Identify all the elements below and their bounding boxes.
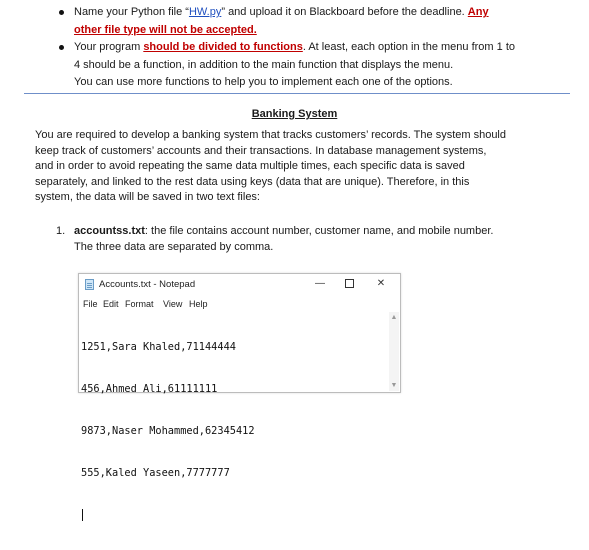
warning-text: other file type will not be accepted. [74, 23, 257, 36]
text-run: . At least, each option in the menu from 1 to [302, 41, 515, 53]
text-line: 555,Kaled Yaseen,7777777 [81, 467, 230, 479]
menu-edit[interactable]: Edit [103, 299, 119, 309]
scroll-down-icon[interactable]: ▼ [390, 382, 398, 389]
bullet-filename [56, 4, 556, 39]
bullet-dot-icon [59, 45, 64, 50]
paragraph-line: and in order to avoid repeating the same data multiple times, each specific data is saved [35, 160, 465, 172]
item-line [56, 223, 546, 239]
menu-file[interactable]: File [83, 299, 98, 309]
file-name: accountss.txt [74, 225, 145, 237]
numbered-item-accounts-file [56, 223, 546, 255]
text-run: : the file contains account number, customer name, and mobile number. [144, 225, 494, 237]
menu-help[interactable]: Help [189, 299, 208, 309]
text-editor-area[interactable] [81, 312, 381, 550]
menu-view[interactable]: View [163, 299, 183, 309]
notepad-app-icon [85, 279, 94, 290]
paragraph-line: keep track of customers’ accounts and their transactions. In database management systems, [35, 144, 487, 157]
window-title: Accounts.txt - Notepad [99, 279, 196, 290]
text-run: ” and upload it on Blackboard before the deadline. [221, 6, 468, 18]
emphasis-text: should be divided to functions [143, 41, 303, 53]
text-caret [82, 509, 83, 521]
bullet-line [74, 22, 556, 40]
bullet-functions [56, 39, 556, 92]
text-run: You can use more functions to help you to implement each one of the options. [74, 76, 453, 88]
item-line: The three data are separated by comma. [74, 241, 274, 253]
description-paragraph [35, 128, 555, 206]
scroll-up-icon[interactable]: ▲ [390, 314, 398, 321]
vertical-scrollbar[interactable] [389, 312, 399, 391]
bullet-dot-icon [59, 10, 64, 15]
close-button[interactable]: ✕ [376, 278, 386, 289]
paragraph-line: system, the data will be saved in two text files: [35, 191, 260, 203]
text-line: 1251,Sara Khaled,71144444 [81, 341, 236, 353]
text-run: Your program [74, 41, 144, 53]
paragraph-line: separately, and linked to the rest data using keys (data that are unique). Therefore, in this [35, 175, 470, 188]
paragraph-line: You are required to develop a banking system that tracks customers’ records. The system should [35, 129, 506, 141]
text-line: 9873,Naser Mohammed,62345412 [81, 425, 255, 437]
bullet-line [74, 4, 556, 22]
minimize-button[interactable]: — [315, 278, 325, 289]
bullet-line [74, 74, 556, 92]
section-divider [24, 93, 570, 94]
menu-format[interactable]: Format [125, 299, 154, 309]
bullet-line [74, 39, 556, 57]
notepad-window [78, 273, 401, 479]
instructions-list [56, 4, 556, 92]
filename-link[interactable]: HW.py [188, 6, 222, 18]
caret-line [81, 508, 381, 522]
text-line: 456,Ahmed Ali,61111111 [81, 383, 218, 395]
maximize-icon [345, 279, 354, 288]
text-run: 4 should be a function, in addition to the main function that displays the menu. [74, 58, 454, 71]
maximize-button[interactable] [334, 276, 364, 292]
item-number: 1. [56, 225, 66, 237]
notepad-title-bar[interactable] [79, 274, 400, 294]
section-heading: Banking System [251, 108, 338, 120]
warning-text: Any [467, 6, 489, 18]
menu-bar [79, 297, 400, 311]
text-run: Name your Python file “ [74, 6, 189, 18]
bullet-line [74, 57, 556, 75]
